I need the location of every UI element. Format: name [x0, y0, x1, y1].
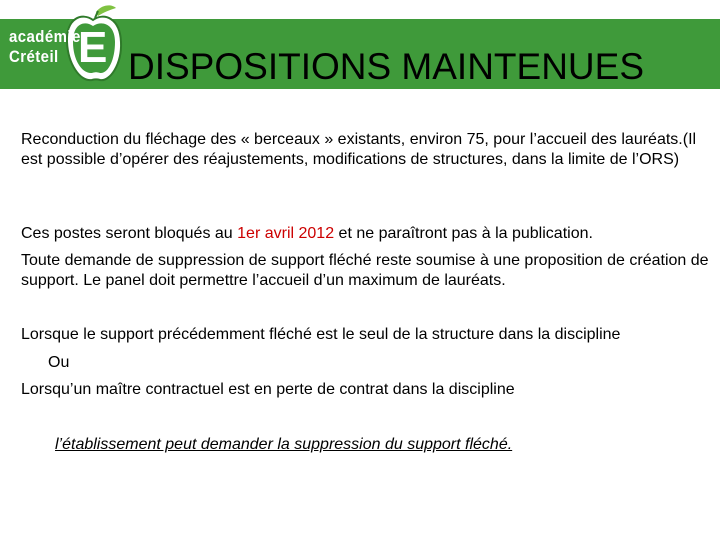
logo-line-2: Créteil: [9, 47, 59, 66]
highlighted-date: 1er avril 2012: [237, 225, 335, 242]
paragraph-reconduction: Reconduction du fléchage des « berceaux » existants, environ 75, pour l’accueil des lauréats.(Il est possible d’opérer des réajustements, modifications de structures, dans la limite de l’ORS): [21, 131, 697, 168]
paragraph-demande-suppression: Toute demande de suppression de support fléché reste soumise à une proposition de création de support. Le panel doit permettre l’accueil d’un maximum de lauréats.: [21, 252, 709, 289]
conclusion-text: l’établissement peut demander la suppression du support fléché.: [55, 436, 513, 453]
text-after-date: et ne paraîtront pas à la publication.: [334, 225, 593, 242]
paragraph-condition-1: Lorsque le support précédemment fléché est le seul de la structure dans la discipline: [21, 326, 621, 343]
page-title: DISPOSITIONS MAINTENUES: [128, 46, 645, 87]
paragraph-ou: Ou: [48, 354, 70, 371]
logo-letter: E: [78, 23, 108, 72]
paragraph-postes-bloques: [21, 224, 709, 244]
logo-line-1: académie: [9, 27, 81, 46]
text-before-date: Ces postes seront bloqués au: [21, 225, 238, 242]
paragraph-condition-2: Lorsqu’un maître contractuel est en perte de contrat dans la discipline: [21, 381, 515, 398]
